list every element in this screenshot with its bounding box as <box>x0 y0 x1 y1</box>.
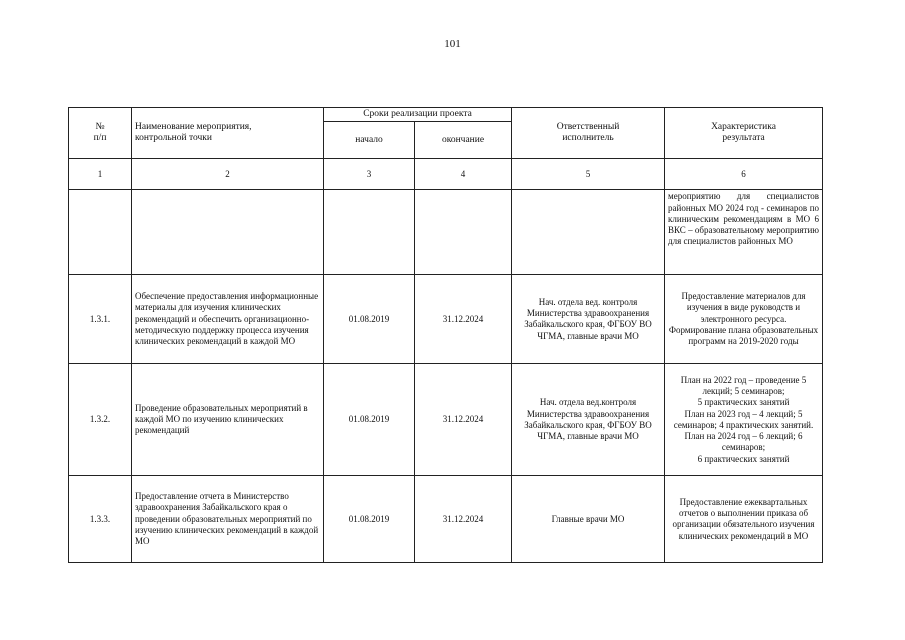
header-result: Характеристика результата <box>665 108 823 159</box>
row-name: Предоставление отчета в Министерство здравоохранения Забайкальского края о проведении образовательных мероприятий по изучению клинических рекомендаций в каждой МО <box>132 476 324 563</box>
header-start: начало <box>324 122 415 159</box>
column-number: 3 <box>324 159 415 190</box>
table-row <box>69 275 823 364</box>
column-numbers-row <box>69 159 823 190</box>
row-number: 1.3.3. <box>69 476 132 563</box>
column-number: 5 <box>512 159 665 190</box>
table-row <box>69 364 823 476</box>
row-name: Проведение образовательных мероприятий в каждой МО по изучению клинических рекомендаций <box>132 364 324 476</box>
row-number: 1.3.1. <box>69 275 132 364</box>
row-name: Обеспечение предоставления информационные материалы для изучения клинических рекомендаций и обеспечить организационно-методическую поддержку процесса изучения клинических рекомендаций в каждой МО <box>132 275 324 364</box>
row-start: 01.08.2019 <box>324 275 415 364</box>
project-plan-table <box>68 107 823 563</box>
row-result: План на 2022 год – проведение 5 лекций; 5 семинаров; 5 практических занятий План на 2023 год – 4 лекций; 5 семинаров; 4 практических занятий. План на 2024 год – 6 лекций; 6 семинаров; 6 практических занятий <box>665 364 823 476</box>
continuation-row <box>69 190 823 275</box>
row-responsible: Нач. отдела вед. контроля Министерства здравоохранения Забайкальского края, ФГБОУ ВО ЧГМА, главные врачи МО <box>512 275 665 364</box>
row-start: 01.08.2019 <box>324 364 415 476</box>
header-period: Сроки реализации проекта <box>324 108 512 122</box>
header-number: № п/п <box>69 108 132 159</box>
row-number: 1.3.2. <box>69 364 132 476</box>
header-end: окончание <box>415 122 512 159</box>
column-number: 6 <box>665 159 823 190</box>
row-responsible: Нач. отдела вед.контроля Министерства здравоохранения Забайкальского края, ФГБОУ ВО ЧГМА, главные врачи МО <box>512 364 665 476</box>
row-end: 31.12.2024 <box>415 476 512 563</box>
column-number: 2 <box>132 159 324 190</box>
continuation-result: мероприятию для специалистов районных МО 2024 год - семинаров по клиническим рекомендациям в МО 6 ВКС – образовательному мероприятию для специалистов районных МО <box>665 190 823 275</box>
header-responsible: Ответственный исполнитель <box>512 108 665 159</box>
row-result: Предоставление ежеквартальных отчетов о выполнении приказа об организации обязательного изучения клинических рекомендаций в МО <box>665 476 823 563</box>
page-number: 101 <box>444 38 461 50</box>
table-row <box>69 476 823 563</box>
row-result: Предоставление материалов для изучения в виде руководств и электронного ресурса. Формирование плана образовательных программ на 2019-2020 годы <box>665 275 823 364</box>
row-end: 31.12.2024 <box>415 364 512 476</box>
row-responsible: Главные врачи МО <box>512 476 665 563</box>
row-end: 31.12.2024 <box>415 275 512 364</box>
header-name: Наименование мероприятия, контрольной точки <box>132 108 324 159</box>
column-number: 1 <box>69 159 132 190</box>
column-number: 4 <box>415 159 512 190</box>
row-start: 01.08.2019 <box>324 476 415 563</box>
